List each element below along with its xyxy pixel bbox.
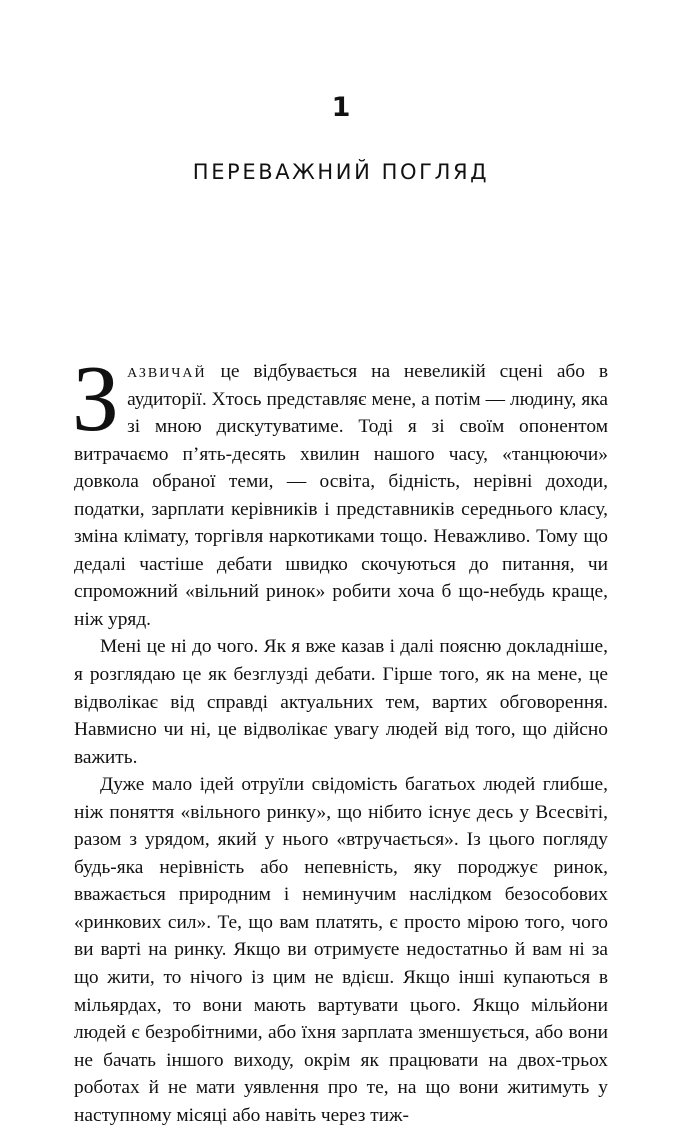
lead-word: азвичай [127, 361, 207, 382]
paragraph-2: Мені це ні до чого. Як я вже казав і далі поясню докладніше, я розглядаю це як безглузді дебати. Гірше того, як на мене, це відволікає від справді актуальних тем, вартих обговорення. Навмисно чи ні, це відволікає увагу людей від того, що дійсно важить. [74, 636, 608, 768]
paragraph-1 [72, 347, 608, 633]
body-text [72, 347, 608, 1129]
chapter-number: 1 [331, 92, 351, 123]
paragraph-3: Дуже мало ідей отруїли свідомість багатьох людей глибше, ніж поняття «вільного ринку», що нібито існує десь у Всесвіті, разом з урядом, який у нього «втручається». Із цього погляду будь-яка нерівність або непевність, яку породжує ринок, вважається природним і неминучим наслідком безособових «ринкових сил». Те, що вам платять, є просто мірою того, чого ви варті на ринку. Якщо ви отримуєте недостатньо й вам ні за що жити, то нічого із цим не вдієш. Якщо інші купаються в мільярдах, то вони мають вартувати цього. Якщо мільйони людей є безробітними, або їхня зарплата зменшується, або вони не бачать іншого виходу, окрім як працювати на двох-трьох роботах й не мати уявлення про те, на що вони житимуть у наступному місяці або навіть через тиж- [74, 774, 608, 1126]
chapter-title: ПЕРЕВАЖНИЙ ПОГЛЯД [192, 160, 490, 184]
drop-cap: З [72, 347, 120, 451]
paragraph-1-text: це відбувається на невеликій сцені або в аудиторії. Хтось представляє мене, а потім — людину, яка зі мною дискутуватиме. Тоді я зі своїм опонентом витрачаємо п’ять-десять хвилин нашого часу, «танцюючи» довкола обраної теми, — освіта, бідність, нерівні доходи, податки, зарплати керівників і представників середнього класу, зміна клімату, торгівля наркотиками тощо. Неважливо. Тому що дедалі частіше дебати швидко скочуються до питання, чи спроможний «вільний ринок» робити хоча б що-небудь краще, ніж уряд. [74, 361, 608, 630]
